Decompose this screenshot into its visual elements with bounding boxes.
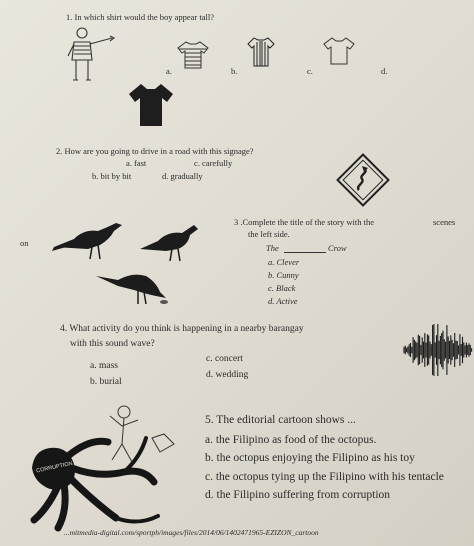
q5-option-a: a. the Filipino as food of the octopus. [205, 434, 377, 446]
vertical-striped-shirt-icon [246, 36, 276, 68]
q3-title-blank [284, 243, 326, 253]
q3-title-crow: Crow [328, 243, 347, 253]
q4-option-d: d. wedding [206, 370, 249, 380]
octopus-cartoon-icon [28, 398, 194, 532]
q5-option-b: b. the octopus enjoying the Filipino as his toy [205, 452, 415, 464]
q5-question: 5. The editorial cartoon shows ... [205, 414, 356, 426]
q3-option-b: b. Cunny [268, 270, 299, 280]
q2-option-d: d. gradually [162, 171, 203, 181]
q4-option-b: b. burial [90, 377, 122, 387]
striped-shirt-icon [176, 40, 210, 70]
q4-question-line2: with this sound wave? [70, 339, 155, 349]
crow-icon [138, 221, 206, 263]
q3-option-d: d. Active [268, 296, 298, 306]
q3-question-line1: 3 .Complete the title of the story with the [234, 217, 374, 227]
q2-question: 2. How are you going to drive in a road with this signage? [56, 146, 254, 156]
dark-shirt-icon [127, 82, 175, 128]
q3-option-a: a. Clever [268, 257, 300, 267]
winding-road-sign-icon [335, 152, 391, 208]
q1-option-a: a. [166, 66, 172, 76]
q5-option-c: c. the octopus tying up the Filipino with his tentacle [205, 471, 444, 483]
q3-question-line2: the left side. [248, 229, 290, 239]
q3-option-c: c. Black [268, 283, 296, 293]
q1-option-d: d. [381, 66, 388, 76]
sound-wave-icon [404, 318, 474, 382]
q2-option-a: a. fast [126, 158, 147, 168]
plain-shirt-icon [322, 36, 356, 66]
q2-option-c: c. carefully [194, 158, 233, 168]
q4-question-line1: 4. What activity do you think is happening in a nearby barangay [60, 324, 304, 334]
q5-option-d: d. the Filipino suffering from corruption [205, 489, 391, 501]
q1-option-b: b. [231, 66, 238, 76]
q1-question: 1. In which shirt would the boy appear tall? [66, 12, 215, 22]
q3-left-word: on [20, 238, 29, 248]
q4-option-a: a. mass [90, 361, 118, 371]
q1-option-c: c. [307, 66, 313, 76]
q3-title-the: The [266, 243, 279, 253]
source-caption: ...mitmedia-digital.com/sportph/images/files/2014/06/1402471965-EZIZON_cartoon [64, 528, 319, 537]
crow-icon [52, 217, 130, 261]
q2-option-b: b. bit by bit [92, 171, 132, 181]
boy-figure-icon [66, 26, 120, 84]
q3-question-right: scenes [433, 217, 456, 227]
crow-icon [94, 264, 174, 306]
octopus-label: CORRUPTION [35, 460, 74, 475]
q4-option-c: c. concert [206, 354, 243, 364]
